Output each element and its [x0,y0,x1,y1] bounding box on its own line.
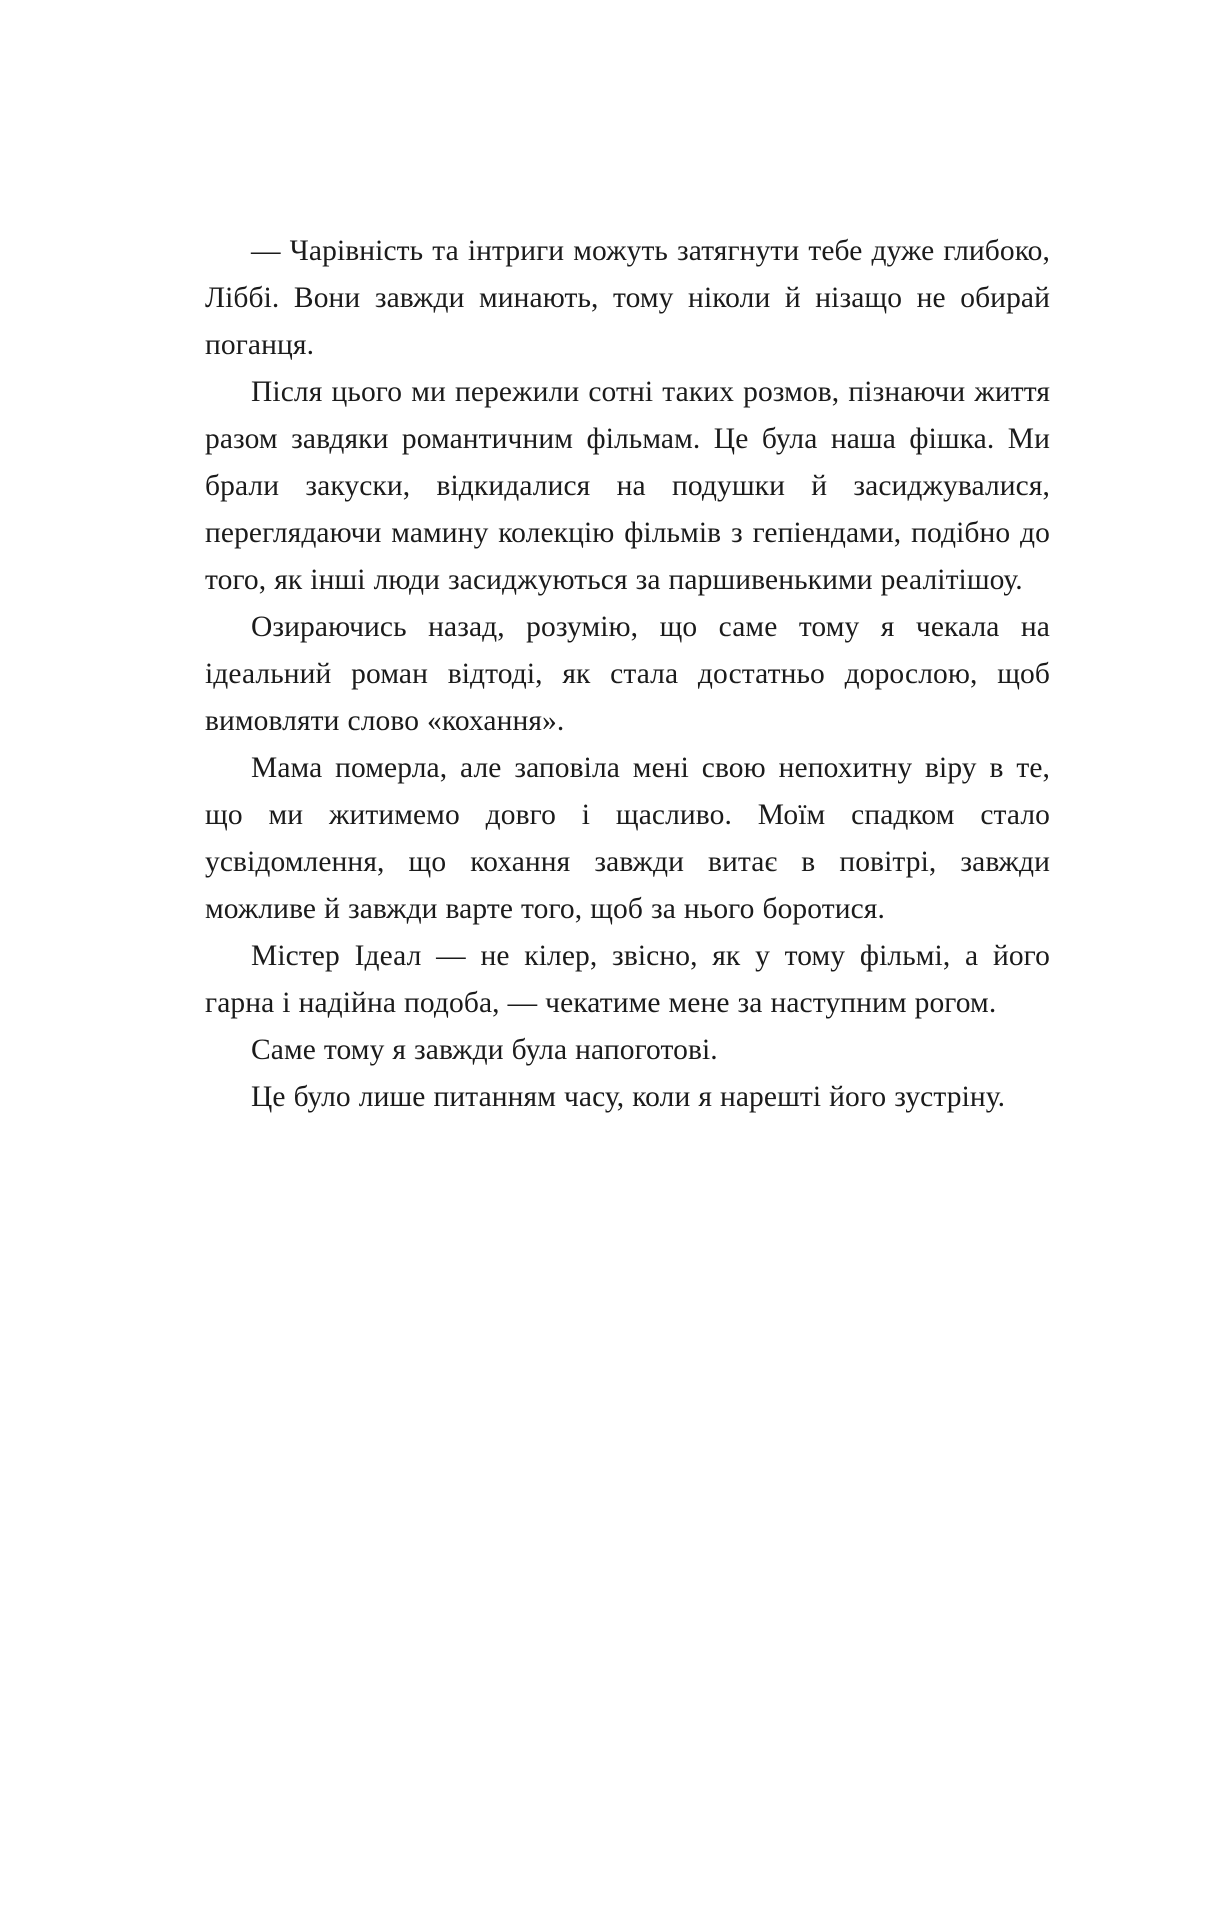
paragraph: Це було лише питанням часу, коли я нарешті його зустріну. [251,1081,1006,1113]
body-text-block [205,228,1050,1121]
paragraph: Озираючись назад, розумію, що саме тому я чекала на ідеальний роман відтоді, як стала достатньо дорослою, щоб вимовляти слово «кохання». [205,611,1050,737]
paragraph: Мама померла, але заповіла мені свою непохитну віру в те, що ми житимемо довго і щасливо. Моїм спадком стало усвідомлення, що кохання завжди витає в повітрі, завжди можливе й завжди варте того, щоб за нього боротися. [205,752,1050,925]
paragraph: Саме тому я завжди була напоготові. [251,1034,718,1066]
paragraph: Містер Ідеал — не кілер, звісно, як у тому фільмі, а його гарна і надійна подоба, — чекатиме мене за наступним рогом. [205,940,1050,1019]
paragraph: — Чарівність та інтриги можуть затягнути тебе дуже глибоко, Ліббі. Вони завжди минають, тому ніколи й нізащо не обирай поганця. [205,235,1050,361]
paragraph: Після цього ми пережили сотні таких розмов, пізнаючи життя разом завдяки романтичним фільмам. Це була наша фішка. Ми брали закуски, відкидалися на подушки й засиджувалися, переглядаючи мамину колекцію фільмів з гепіендами, подібно до того, як інші люди засиджуються за паршивенькими реалітішоу. [205,376,1050,596]
